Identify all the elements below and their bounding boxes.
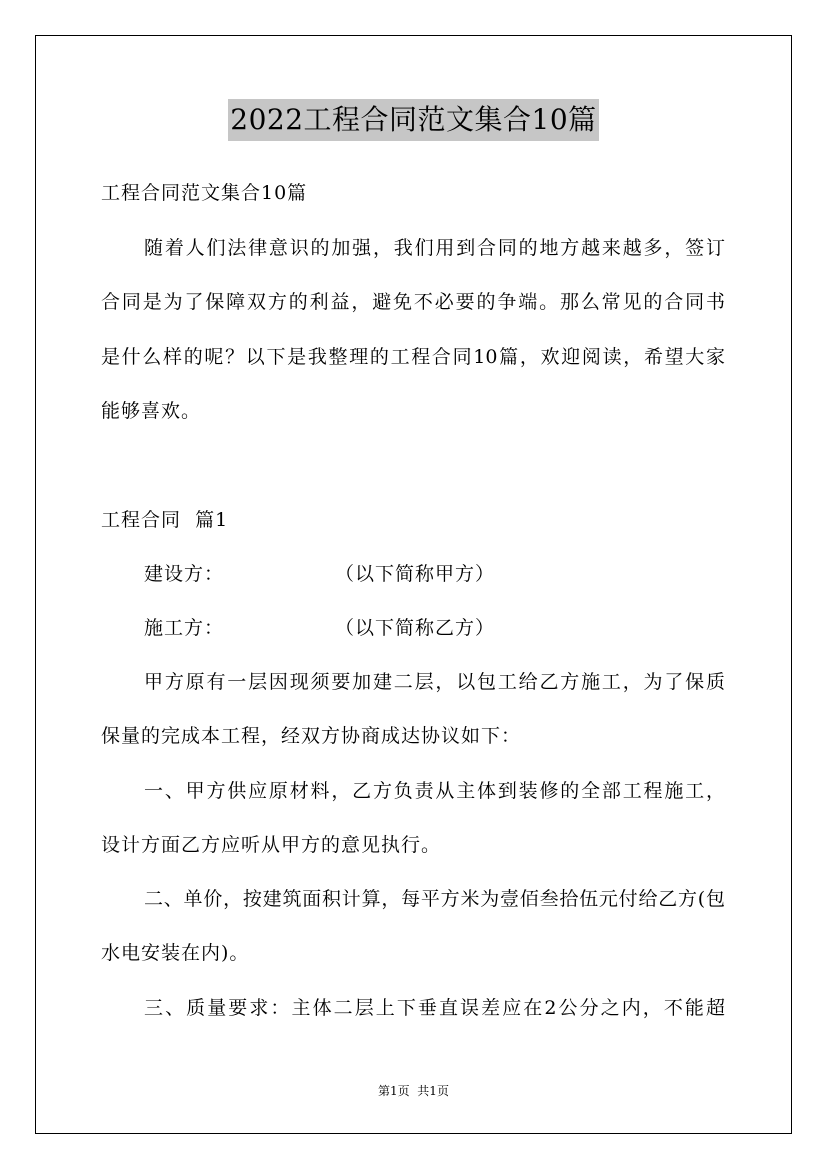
body-line-7: 三、质量要求：主体二层上下垂直误差应在2公分之内，不能超 (144, 997, 725, 1019)
body-line-6: 水电安装在内)。 (101, 942, 250, 964)
builder-label: 建设方： (144, 563, 225, 585)
document-title: 2022工程合同范文集合10篇 (228, 99, 598, 141)
body-line-4: 设计方面乙方应听从甲方的意见执行。 (101, 834, 442, 856)
contractor-note: （以下简称乙方） (335, 617, 496, 639)
intro-line-1: 随着人们法律意识的加强，我们用到合同的地方越来越多，签订 (144, 237, 725, 259)
body-line-5: 二、单价，按建筑面积计算，每平方米为壹佰叁拾伍元付给乙方(包 (144, 888, 725, 910)
builder-note: （以下简称甲方） (335, 563, 496, 585)
body-line-2: 保量的完成本工程，经双方协商成达协议如下： (101, 725, 522, 747)
intro-line-4: 能够喜欢。 (101, 400, 202, 422)
section-heading: 工程合同 篇1 (101, 509, 229, 531)
document-subtitle: 工程合同范文集合10篇 (101, 182, 308, 204)
title-container (0, 99, 827, 141)
intro-line-2: 合同是为了保障双方的利益，避免不必要的争端。那么常见的合同书 (101, 291, 725, 313)
body-line-3: 一、甲方供应原材料，乙方负责从主体到装修的全部工程施工， (144, 780, 725, 802)
contractor-label: 施工方： (144, 617, 225, 639)
intro-line-3: 是什么样的呢？以下是我整理的工程合同10篇，欢迎阅读，希望大家 (101, 346, 725, 368)
body-line-1: 甲方原有一层因现须要加建二层，以包工给乙方施工，为了保质 (144, 671, 725, 693)
page-footer: 第1页 共1页 (378, 1084, 449, 1098)
